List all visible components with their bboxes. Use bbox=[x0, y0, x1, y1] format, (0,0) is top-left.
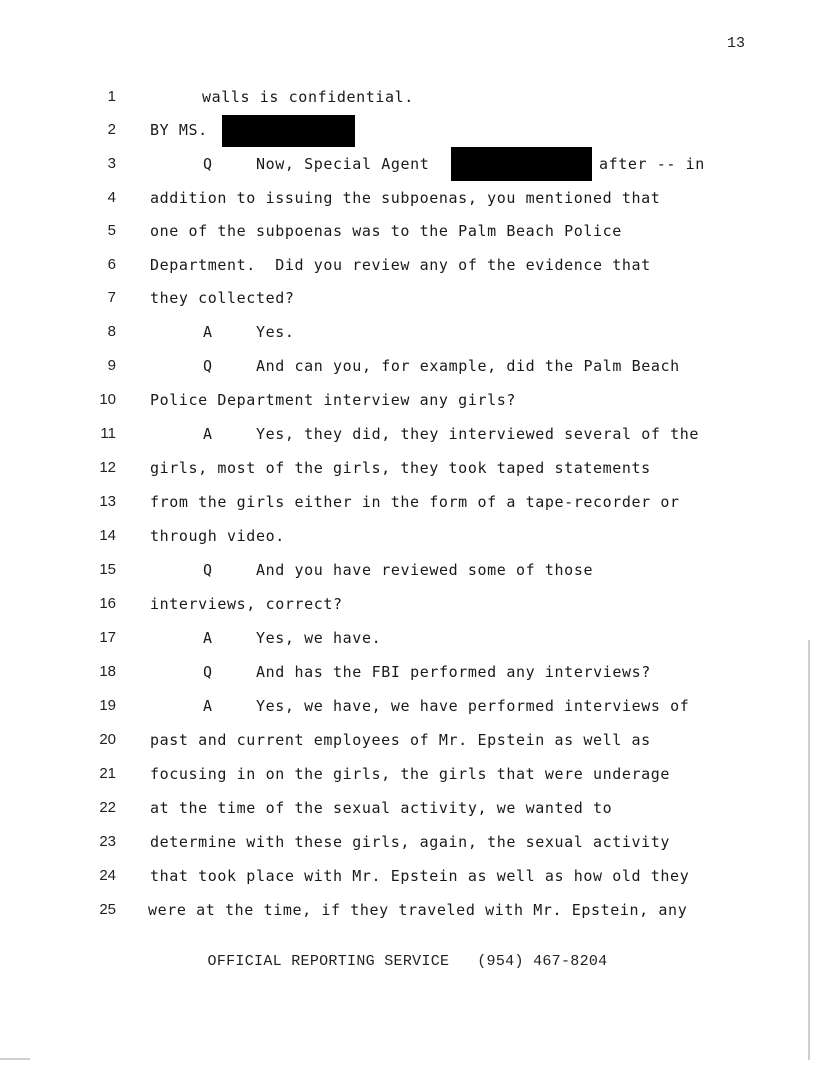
transcript-line bbox=[0, 357, 815, 391]
transcript-line bbox=[0, 765, 815, 799]
line-number: 19 bbox=[99, 697, 116, 714]
line-number: 5 bbox=[107, 222, 116, 239]
line-text-after-redaction: after -- in bbox=[599, 155, 705, 173]
line-text: at the time of the sexual activity, we wanted to bbox=[150, 799, 613, 817]
transcript-line bbox=[0, 425, 815, 459]
transcript-line bbox=[0, 867, 815, 901]
line-text: they collected? bbox=[150, 289, 295, 307]
redaction-box bbox=[222, 115, 355, 147]
line-text: And has the FBI performed any interviews? bbox=[256, 663, 651, 681]
speaker-label: A bbox=[203, 629, 213, 647]
transcript-line bbox=[0, 901, 815, 935]
line-number: 25 bbox=[99, 901, 116, 918]
line-number: 18 bbox=[99, 663, 116, 680]
line-number: 13 bbox=[99, 493, 116, 510]
line-number: 7 bbox=[107, 289, 116, 306]
transcript-line bbox=[0, 459, 815, 493]
line-number: 16 bbox=[99, 595, 116, 612]
line-text: one of the subpoenas was to the Palm Beach Police bbox=[150, 222, 622, 240]
line-text: Yes. bbox=[256, 323, 295, 341]
transcript-line bbox=[0, 289, 815, 323]
line-number: 2 bbox=[107, 121, 116, 138]
transcript-line bbox=[0, 799, 815, 833]
transcript-line bbox=[0, 222, 815, 256]
speaker-label: Q bbox=[203, 357, 213, 375]
line-text: And can you, for example, did the Palm Beach bbox=[256, 357, 680, 375]
line-number: 20 bbox=[99, 731, 116, 748]
transcript-line bbox=[0, 493, 815, 527]
line-number: 17 bbox=[99, 629, 116, 646]
speaker-label: Q bbox=[203, 663, 213, 681]
line-number: 11 bbox=[100, 425, 116, 442]
line-number: 6 bbox=[107, 256, 116, 273]
line-number: 12 bbox=[99, 459, 116, 476]
line-number: 22 bbox=[99, 799, 116, 816]
transcript-line bbox=[0, 121, 815, 155]
line-text: Department. Did you review any of the evidence that bbox=[150, 256, 651, 274]
transcript-line bbox=[0, 833, 815, 867]
transcript-line bbox=[0, 88, 815, 122]
line-text: determine with these girls, again, the sexual activity bbox=[150, 833, 671, 851]
line-text: Now, Special Agent bbox=[256, 155, 430, 173]
transcript-line bbox=[0, 256, 815, 290]
line-text: girls, most of the girls, they took taped statements bbox=[150, 459, 651, 477]
speaker-label: A bbox=[203, 425, 213, 443]
line-number: 4 bbox=[107, 189, 116, 206]
transcript-line bbox=[0, 155, 815, 189]
transcript-line bbox=[0, 323, 815, 357]
speaker-label: A bbox=[203, 323, 213, 341]
page-number: 13 bbox=[726, 35, 745, 52]
transcript-line bbox=[0, 629, 815, 663]
transcript-line bbox=[0, 731, 815, 765]
transcript-line bbox=[0, 697, 815, 731]
line-text: Yes, we have. bbox=[256, 629, 382, 647]
line-number: 15 bbox=[99, 561, 116, 578]
transcript-line bbox=[0, 663, 815, 697]
redaction-box bbox=[451, 147, 592, 181]
speaker-label: Q bbox=[203, 561, 213, 579]
line-text: past and current employees of Mr. Epstein as well as bbox=[150, 731, 651, 749]
line-text: Yes, we have, we have performed interviews of bbox=[256, 697, 690, 715]
line-number: 14 bbox=[99, 527, 116, 544]
line-text: that took place with Mr. Epstein as well as how old they bbox=[150, 867, 690, 885]
line-text: through video. bbox=[150, 527, 285, 545]
transcript-line bbox=[0, 595, 815, 629]
line-number: 3 bbox=[107, 155, 116, 172]
line-text: Police Department interview any girls? bbox=[150, 391, 516, 409]
line-text: interviews, correct? bbox=[150, 595, 343, 613]
transcript-line bbox=[0, 527, 815, 561]
line-number: 23 bbox=[99, 833, 116, 850]
line-text: addition to issuing the subpoenas, you mentioned that bbox=[150, 189, 661, 207]
line-text: Yes, they did, they interviewed several of the bbox=[256, 425, 700, 443]
line-text: were at the time, if they traveled with Mr. Epstein, any bbox=[148, 901, 688, 919]
line-number: 9 bbox=[107, 357, 116, 374]
line-text: And you have reviewed some of those bbox=[256, 561, 594, 579]
line-text: from the girls either in the form of a tape-recorder or bbox=[150, 493, 680, 511]
line-text: BY MS. bbox=[150, 121, 208, 139]
transcript-line bbox=[0, 189, 815, 223]
line-text: focusing in on the girls, the girls that were underage bbox=[150, 765, 671, 783]
line-number: 10 bbox=[99, 391, 116, 408]
line-number: 8 bbox=[107, 323, 116, 340]
line-text: walls is confidential. bbox=[202, 88, 414, 106]
line-number: 24 bbox=[99, 867, 116, 884]
transcript-line bbox=[0, 391, 815, 425]
transcript-line bbox=[0, 561, 815, 595]
scan-edge-mark bbox=[0, 1058, 30, 1060]
speaker-label: A bbox=[203, 697, 213, 715]
line-number: 21 bbox=[99, 765, 116, 782]
speaker-label: Q bbox=[203, 155, 213, 173]
line-number: 1 bbox=[107, 88, 116, 105]
footer-reporting-service: OFFICIAL REPORTING SERVICE (954) 467-8204 bbox=[207, 953, 608, 970]
